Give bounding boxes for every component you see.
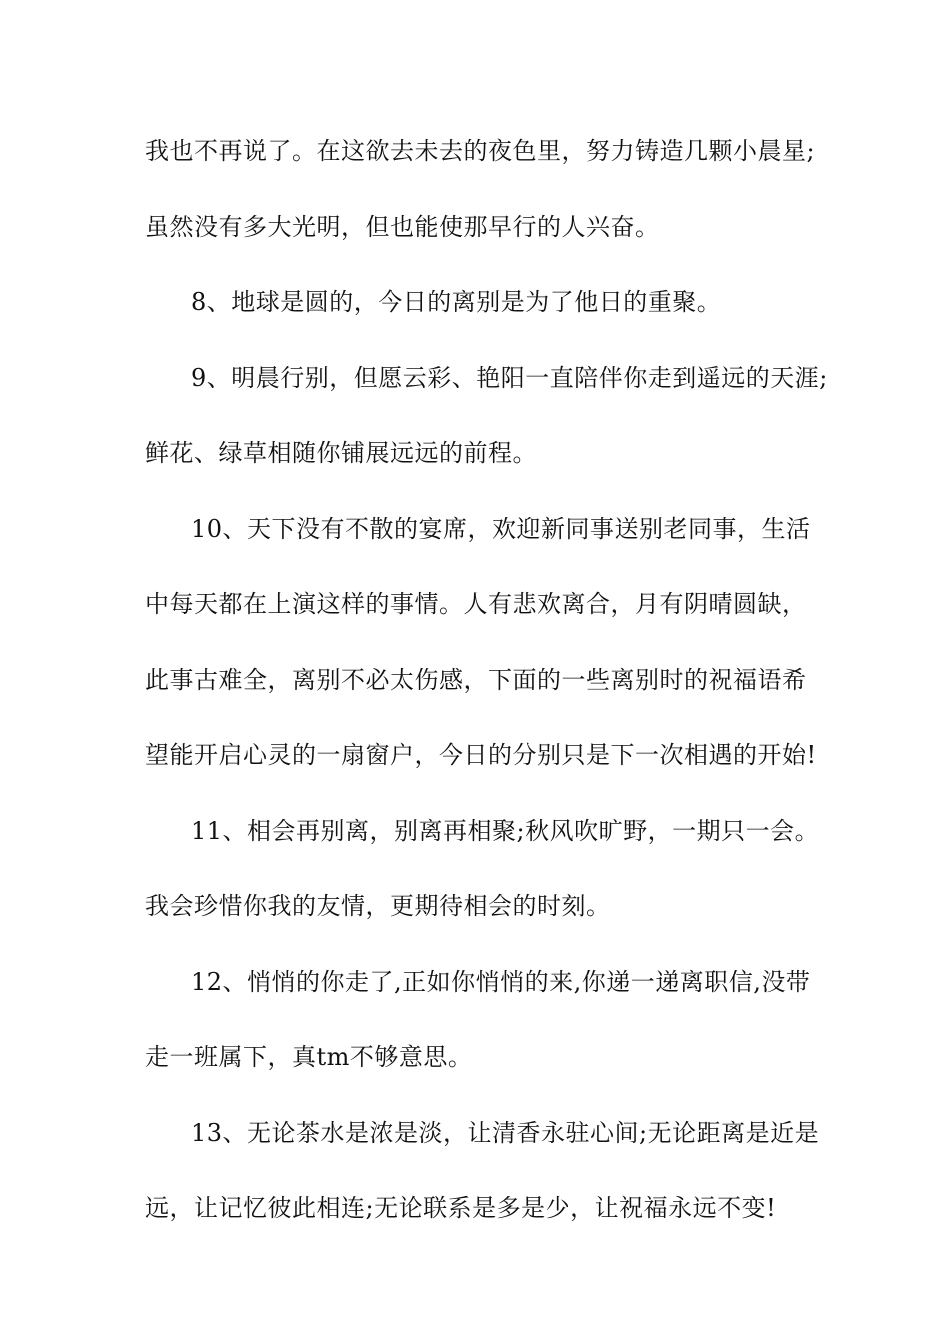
list-item: 13、无论茶水是浓是淡，让清香永驻心间;无论距离是近是	[191, 1118, 820, 1147]
text-line: 此事古难全，离别不必太伤感，下面的一些离别时的祝福语希	[145, 665, 807, 694]
list-item: 10、天下没有不散的宴席，欢迎新同事送别老同事，生活	[191, 514, 811, 543]
text-line: 鲜花、绿草相随你铺展远远的前程。	[145, 439, 537, 467]
text-line: 望能开启心灵的一扇窗户，今日的分别只是下一次相遇的开始!	[145, 741, 817, 769]
text-line: 我会珍惜你我的友情，更期待相会的时刻。	[145, 892, 611, 920]
text-line: 远，让记忆彼此相连;无论联系是多是少，让祝福永远不变!	[145, 1194, 777, 1222]
document-body	[145, 127, 828, 1260]
list-item: 12、悄悄的你走了,正如你悄悄的来,你递一递离职信,没带	[191, 967, 811, 996]
text-line: 我也不再说了。在这欲去未去的夜色里，努力铸造几颗小晨星;	[145, 137, 816, 165]
text-line: 中每天都在上演这样的事情。人有悲欢离合，月有阴晴圆缺，	[145, 590, 807, 618]
text-line: 走一班属下，真tm不够意思。	[145, 1043, 473, 1071]
text-line: 虽然没有多大光明，但也能使那早行的人兴奋。	[145, 212, 660, 241]
list-item: 9、明晨行别，但愿云彩、艳阳一直陪伴你走到遥远的天涯;	[191, 363, 828, 392]
list-item: 8、地球是圆的，今日的离别是为了他日的重聚。	[191, 288, 722, 316]
list-item: 11、相会再别离，别离再相聚;秋风吹旷野，一期只一会。	[191, 816, 820, 845]
